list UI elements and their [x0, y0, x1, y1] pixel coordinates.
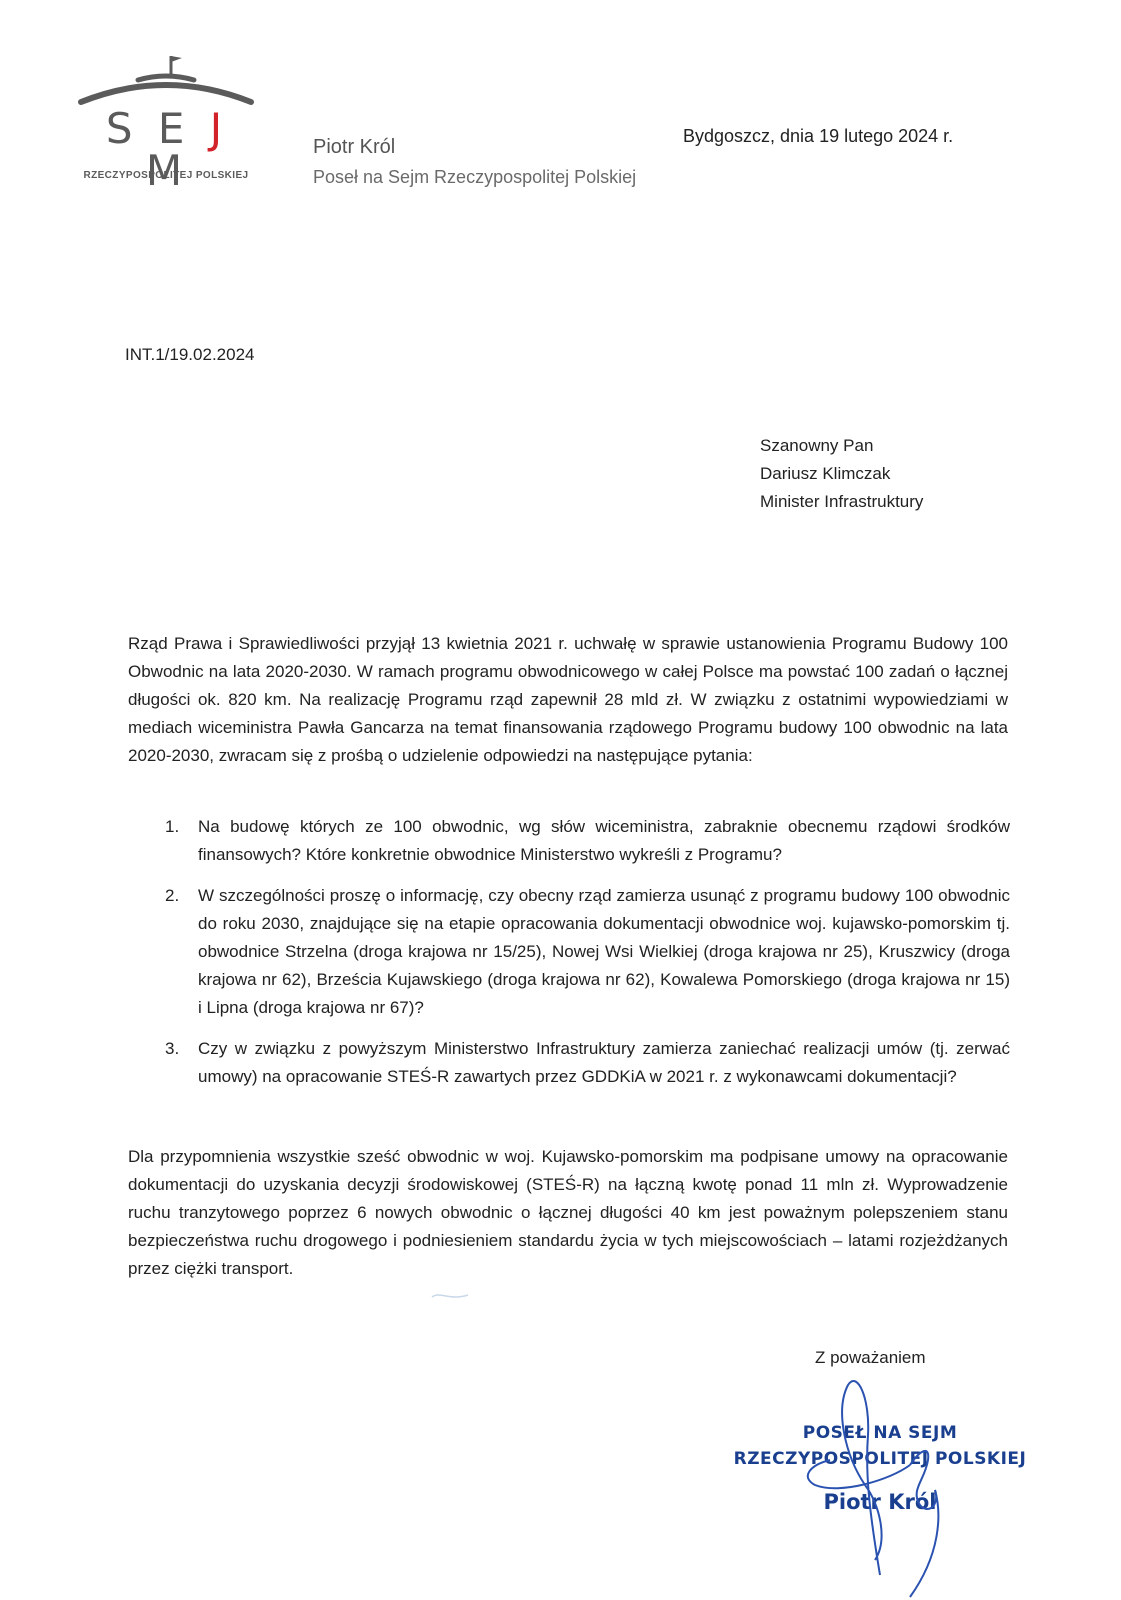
- list-item: [160, 882, 1010, 1022]
- recipient-block: [760, 432, 923, 516]
- list-item-number: 2.: [165, 886, 180, 905]
- recipient-role: Minister Infrastruktury: [760, 492, 924, 511]
- list-item-text: Na budowę których ze 100 obwodnic, wg słów wiceministra, zabraknie obecnemu rządowi środków finansowych? Które konkretnie obwodnice Ministerstwo wykreśli z Programu?: [198, 817, 1010, 864]
- closing-paragraph: Dla przypomnienia wszystkie sześć obwodnic w woj. Kujawsko-pomorskim ma podpisane umowy na opracowanie dokumentacji do uzyskania decyzji środowiskowej (STEŚ-R) na łączną kwotę ponad 11 mln zł. Wyprowadzenie ruchu tranzytowego poprzez 6 nowych obwodnic o łącznej długości 40 km jest poważnym polepszeniem stanu bezpieczeństwa ruchu drogowego i podniesieniem standardu życia w tych miejscowościach – latami rozjeżdżanych przez ciężki transport.: [128, 1147, 1008, 1278]
- stamp-line-1: POSEŁ NA SEJM: [802, 1423, 958, 1443]
- questions-list: [160, 813, 1010, 1104]
- closing-salutation: Z poważaniem: [815, 1348, 926, 1367]
- logo-subtitle: RZECZYPOSPOLITEJ POLSKIEJ: [83, 170, 249, 181]
- sender-title: Poseł na Sejm Rzeczypospolitej Polskiej: [313, 167, 637, 187]
- sender-name: Piotr Król: [313, 136, 396, 158]
- list-item: [160, 813, 1010, 869]
- stamp-line-3: Piotr Król: [823, 1490, 937, 1514]
- logo-letter: E: [157, 104, 191, 153]
- sejm-logo: [76, 50, 256, 195]
- intro-paragraph: Rząd Prawa i Sprawiedliwości przyjął 13 kwietnia 2021 r. uchwałę w sprawie ustanowienia Programu Budowy 100 Obwodnic na lata 2020-2030. W ramach programu obwodnicowego w całej Polsce ma powstać 100 zadań o łącznej długości ok. 820 km. Na realizację Programu rząd zapewnił 28 mld zł. W związku z ostatnimi wypowiedziami w mediach wiceministra Pawła Gancarza na temat finansowania rządowego Programu budowy 100 obwodnic na lata 2020-2030, zwracam się z prośbą o udzielenie odpowiedzi na następujące pytania:: [128, 634, 1008, 765]
- recipient-name: Dariusz Klimczak: [760, 464, 891, 483]
- handwritten-signature: [770, 1365, 990, 1600]
- reference-number: INT.1/19.02.2024: [125, 345, 255, 364]
- stamp-line-2: RZECZYPOSPOLITEJ POLSKIEJ: [733, 1449, 1027, 1469]
- list-item-text: W szczególności proszę o informację, czy obecny rząd zamierza usunąć z programu budowy 100 obwodnic do roku 2030, znajdujące się na etapie opracowania dokumentacji obwodnice woj. kujawsko-pomorskim tj. obwodnice Strzelna (droga krajowa nr 15/25), Nowej Wsi Wielkiej (droga krajowa nr 25), Kruszwicy (droga krajowa nr 62), Brześcia Kujawskiego (droga krajowa nr 62), Kowalewa Pomorskiego (droga krajowa nr 15) i Lipna (droga krajowa nr 67)?: [198, 886, 1010, 1017]
- logo-letter: M: [145, 146, 189, 195]
- letter-date: Bydgoszcz, dnia 19 lutego 2024 r.: [683, 126, 954, 146]
- list-item-number: 1.: [165, 817, 180, 836]
- list-item-number: 3.: [165, 1039, 180, 1058]
- logo-letter: S: [105, 104, 139, 153]
- list-item: [160, 1035, 1010, 1091]
- list-item-text: Czy w związku z powyższym Ministerstwo Infrastruktury zamierza zaniechać realizacji umów (tj. zerwać umowy) na opracowanie STEŚ-R zawartych przez GDDKiA w 2021 r. z wykonawcami dokumentacji?: [198, 1039, 1010, 1086]
- logo-letter-accent: J: [209, 104, 229, 153]
- recipient-salutation: Szanowny Pan: [760, 436, 874, 455]
- faint-mark: [430, 1287, 470, 1307]
